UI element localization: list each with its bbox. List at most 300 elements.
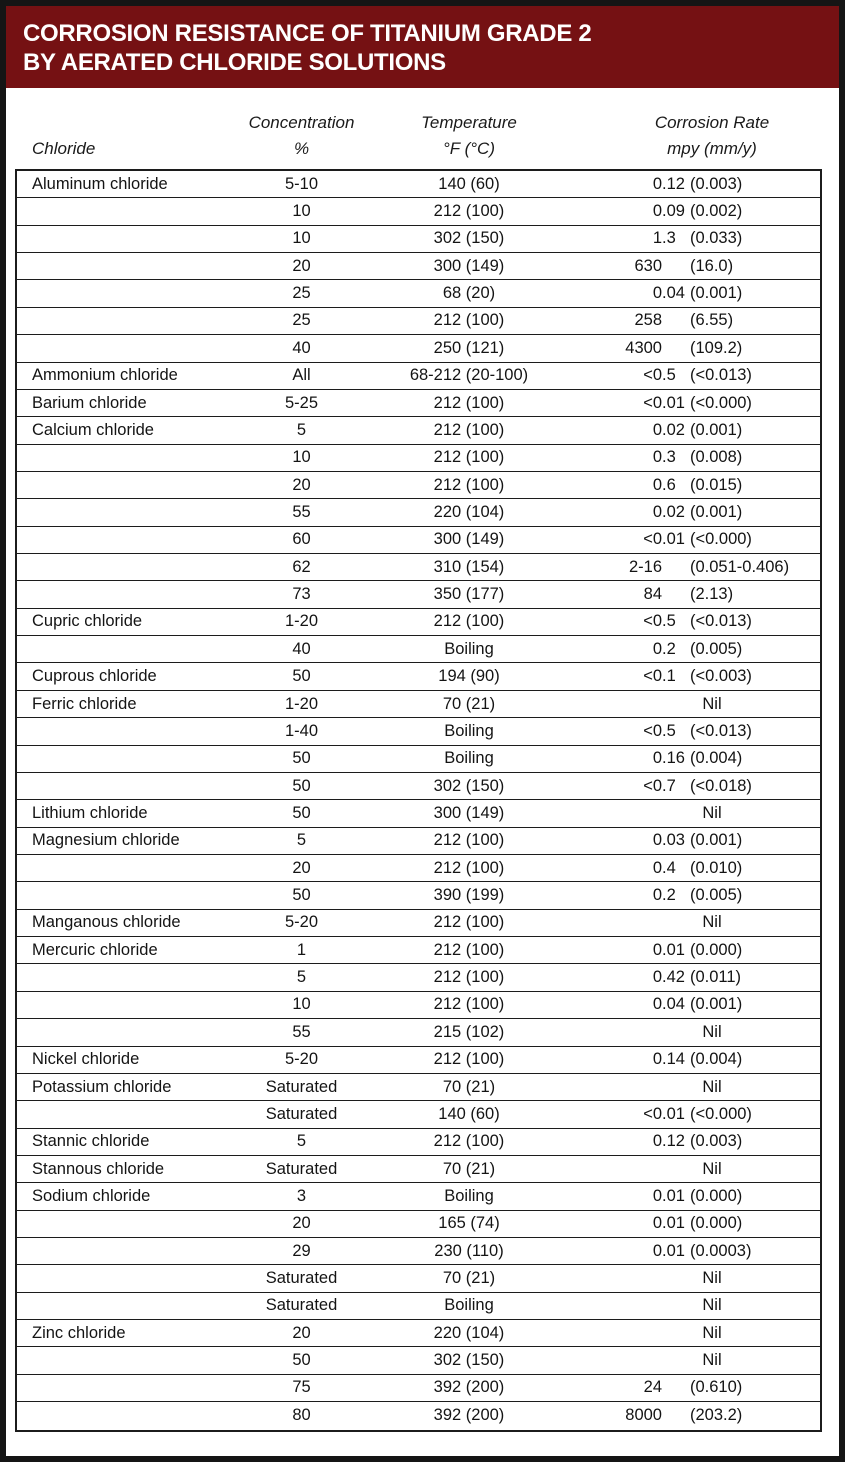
corrosion-rate-mpy-frac: .02	[662, 502, 685, 521]
corrosion-rate-mpy-frac	[662, 339, 690, 358]
temperature-cell: 212 (100)	[433, 475, 505, 494]
corrosion-rate-cell	[564, 886, 820, 905]
corrosion-rate-mpy-frac: .6	[662, 475, 676, 494]
corrosion-rate-cell	[564, 1296, 820, 1315]
concentration-cell: 1-20	[284, 694, 319, 713]
corrosion-rate-cell	[564, 859, 820, 878]
corrosion-rate-cell	[564, 448, 820, 467]
corrosion-rate-mpy-frac	[662, 1378, 690, 1397]
corrosion-rate-mpy-frac: .01	[662, 1241, 685, 1260]
temperature-cell: 250 (121)	[433, 338, 505, 357]
temperature-cell: 310 (154)	[433, 557, 505, 576]
table-row	[17, 472, 820, 499]
corrosion-rate-mpy-int: 0	[652, 1050, 662, 1069]
corrosion-rate-cell	[564, 175, 820, 194]
table-row	[17, 253, 820, 280]
concentration-cell: 25	[292, 284, 311, 303]
corrosion-rate-cell	[564, 1214, 820, 1233]
corrosion-rate-mpy-frac	[662, 585, 690, 604]
corrosion-rate-cell	[564, 612, 820, 631]
temperature-cell: 212 (100)	[433, 612, 505, 631]
corrosion-rate-nil: Nil	[702, 1296, 722, 1315]
concentration-cell: 20	[292, 1323, 311, 1342]
temperature-cell: 70 (21)	[442, 1077, 496, 1096]
corrosion-rate-mpy-frac	[662, 257, 690, 276]
table-row	[17, 882, 820, 909]
column-header-concentration	[229, 110, 374, 162]
table-row	[17, 746, 820, 773]
concentration-cell: 50	[292, 667, 311, 686]
corrosion-rate-nil: Nil	[702, 1022, 722, 1041]
temperature-cell: 350 (177)	[433, 585, 505, 604]
table-column-headers	[17, 110, 822, 162]
concentration-cell: 55	[292, 1022, 311, 1041]
corrosion-rate-cell	[564, 1406, 820, 1425]
concentration-cell: 80	[292, 1406, 311, 1425]
corrosion-rate-cell	[564, 585, 820, 604]
corrosion-rate-mpy-int: <0	[643, 776, 662, 795]
column-header-corrosion-rate	[564, 110, 820, 162]
column-header-concentration-label: Concentration	[248, 113, 355, 132]
concentration-cell: 25	[292, 311, 311, 330]
table-row	[17, 527, 820, 554]
concentration-cell: Saturated	[265, 1269, 338, 1288]
corrosion-rate-cell	[564, 1269, 820, 1288]
corrosion-rate-mmy: (0.610)	[690, 1378, 743, 1397]
temperature-cell: 212 (100)	[433, 858, 505, 877]
corrosion-rate-mmy: (<0.018)	[690, 776, 752, 795]
corrosion-rate-cell	[564, 913, 820, 932]
table-row	[17, 691, 820, 718]
table-row	[17, 1320, 820, 1347]
temperature-cell: Boiling	[444, 1296, 494, 1315]
concentration-cell: 10	[292, 202, 311, 221]
concentration-cell: 40	[292, 338, 311, 357]
corrosion-rate-nil: Nil	[702, 1323, 722, 1342]
table-row	[17, 663, 820, 690]
concentration-cell: 62	[292, 557, 311, 576]
corrosion-rate-mpy-int: 0	[652, 502, 662, 521]
chloride-cell: Ferric chloride	[32, 694, 137, 713]
concentration-cell: 10	[292, 448, 311, 467]
temperature-cell: 194 (90)	[438, 667, 500, 686]
corrosion-rate-mpy-frac: .09	[662, 202, 685, 221]
corrosion-rate-mpy-int: 0	[652, 940, 662, 959]
corrosion-rate-mpy-int: <0	[643, 530, 662, 549]
corrosion-rate-mmy: (0.000)	[690, 940, 743, 959]
table-row	[17, 417, 820, 444]
table-row	[17, 1375, 820, 1402]
concentration-cell: 73	[292, 585, 311, 604]
corrosion-rate-mpy-int: 0	[652, 886, 662, 905]
corrosion-rate-mmy: (203.2)	[690, 1406, 743, 1425]
concentration-cell: 3	[296, 1186, 307, 1205]
temperature-cell: 212 (100)	[433, 202, 505, 221]
corrosion-data-table	[15, 169, 822, 1432]
corrosion-rate-mpy-frac: .01	[662, 1104, 685, 1123]
corrosion-rate-mpy-int: 8000	[625, 1406, 662, 1425]
chloride-cell: Aluminum chloride	[32, 174, 168, 193]
temperature-cell: 300 (149)	[433, 530, 505, 549]
corrosion-rate-mpy-int: 0	[652, 1241, 662, 1260]
chloride-cell: Calcium chloride	[32, 420, 154, 439]
table-row	[17, 636, 820, 663]
corrosion-rate-cell	[564, 995, 820, 1014]
column-header-temperature-unit: °F (°C)	[443, 139, 495, 158]
corrosion-rate-mpy-frac: .4	[662, 858, 676, 877]
corrosion-rate-mpy-int: 0	[652, 1132, 662, 1151]
corrosion-rate-cell	[564, 311, 820, 330]
chloride-cell: Barium chloride	[32, 393, 147, 412]
corrosion-rate-cell	[564, 1050, 820, 1069]
temperature-cell: 392 (200)	[433, 1378, 505, 1397]
corrosion-rate-nil: Nil	[702, 694, 722, 713]
temperature-cell: 212 (100)	[433, 968, 505, 987]
corrosion-rate-mpy-frac: .5	[662, 721, 676, 740]
corrosion-rate-cell	[564, 284, 820, 303]
corrosion-rate-mpy-frac: .03	[662, 831, 685, 850]
corrosion-rate-cell	[564, 941, 820, 960]
corrosion-rate-mpy-frac: .1	[662, 667, 676, 686]
temperature-cell: Boiling	[444, 749, 494, 768]
corrosion-rate-mpy-int: 0	[652, 475, 662, 494]
corrosion-rate-cell	[564, 1242, 820, 1261]
concentration-cell: 5	[296, 831, 307, 850]
concentration-cell: 10	[292, 995, 311, 1014]
concentration-cell: 5-20	[284, 1050, 319, 1069]
page-title-line-1: CORROSION RESISTANCE OF TITANIUM GRADE 2	[23, 20, 592, 47]
corrosion-rate-cell	[564, 1187, 820, 1206]
corrosion-rate-mpy-int: 0	[652, 284, 662, 303]
table-row	[17, 800, 820, 827]
corrosion-rate-mmy: (0.004)	[690, 749, 743, 768]
concentration-cell: 50	[292, 803, 311, 822]
corrosion-rate-nil: Nil	[702, 1077, 722, 1096]
corrosion-rate-mmy: (0.010)	[690, 858, 743, 877]
table-row	[17, 1156, 820, 1183]
chloride-cell: Magnesium chloride	[32, 831, 180, 850]
table-row	[17, 363, 820, 390]
chloride-cell: Potassium chloride	[32, 1077, 172, 1096]
temperature-cell: 390 (199)	[433, 886, 505, 905]
column-header-temperature-label: Temperature	[421, 113, 517, 132]
temperature-cell: 392 (200)	[433, 1406, 505, 1425]
corrosion-rate-cell	[564, 749, 820, 768]
corrosion-rate-mmy: (0.001)	[690, 995, 743, 1014]
corrosion-rate-mpy-int: 24	[643, 1378, 662, 1397]
corrosion-rate-mpy-int: 0	[652, 1186, 662, 1205]
concentration-cell: 20	[292, 475, 311, 494]
corrosion-rate-cell	[564, 1132, 820, 1151]
temperature-cell: 300 (149)	[433, 803, 505, 822]
concentration-cell: 20	[292, 1214, 311, 1233]
concentration-cell: All	[292, 366, 311, 385]
corrosion-rate-cell	[564, 202, 820, 221]
corrosion-rate-mpy-int: 4300	[625, 338, 662, 357]
chloride-cell: Sodium chloride	[32, 1186, 151, 1205]
corrosion-rate-mmy: (0.003)	[690, 1132, 743, 1151]
corrosion-rate-mmy: (0.008)	[690, 448, 743, 467]
corrosion-rate-mmy: (0.003)	[690, 174, 743, 193]
chloride-cell: Ammonium chloride	[32, 366, 178, 385]
corrosion-rate-cell	[564, 1023, 820, 1042]
temperature-cell: 140 (60)	[438, 174, 500, 193]
concentration-cell: Saturated	[265, 1077, 338, 1096]
corrosion-rate-cell	[564, 394, 820, 413]
temperature-cell: 212 (100)	[433, 1132, 505, 1151]
corrosion-rate-mpy-int: 0	[652, 174, 662, 193]
corrosion-rate-cell	[564, 229, 820, 248]
table-row	[17, 910, 820, 937]
corrosion-rate-mmy: (0.002)	[690, 202, 743, 221]
temperature-cell: 302 (150)	[433, 229, 505, 248]
concentration-cell: 29	[292, 1241, 311, 1260]
corrosion-rate-mpy-frac: .5	[662, 366, 676, 385]
corrosion-rate-mmy: (16.0)	[690, 256, 734, 275]
corrosion-rate-mpy-frac: .12	[662, 174, 685, 193]
corrosion-rate-cell	[564, 722, 820, 741]
concentration-cell: 50	[292, 776, 311, 795]
column-header-corrosion-rate-label: Corrosion Rate	[654, 113, 770, 132]
corrosion-rate-mpy-int: 630	[634, 256, 662, 275]
corrosion-rate-mpy-frac: .04	[662, 284, 685, 303]
corrosion-rate-mpy-frac	[662, 311, 690, 330]
chloride-cell: Cuprous chloride	[32, 667, 157, 686]
temperature-cell: 220 (104)	[433, 502, 505, 521]
column-header-chloride-label: Chloride	[32, 139, 96, 158]
corrosion-rate-mmy: (<0.000)	[690, 1104, 752, 1123]
concentration-cell: 5-10	[284, 174, 319, 193]
chloride-cell: Zinc chloride	[32, 1323, 126, 1342]
corrosion-rate-cell	[564, 366, 820, 385]
chloride-cell: Stannic chloride	[32, 1132, 150, 1151]
corrosion-rate-mmy: (<0.000)	[690, 530, 752, 549]
corrosion-rate-mpy-frac: .12	[662, 1132, 685, 1151]
temperature-cell: Boiling	[444, 1186, 494, 1205]
corrosion-rate-mpy-int: 84	[643, 585, 662, 604]
corrosion-rate-nil: Nil	[702, 1351, 722, 1370]
table-row	[17, 992, 820, 1019]
corrosion-rate-mpy-int: <0	[643, 612, 662, 631]
table-row	[17, 1211, 820, 1238]
corrosion-rate-mpy-int: 2-16	[628, 557, 662, 576]
corrosion-rate-mpy-int: 0	[652, 831, 662, 850]
corrosion-rate-mmy: (0.0003)	[690, 1241, 752, 1260]
corrosion-rate-mpy-int: <0	[643, 1104, 662, 1123]
temperature-cell: 140 (60)	[438, 1104, 500, 1123]
temperature-cell: 70 (21)	[442, 1269, 496, 1288]
corrosion-rate-cell	[564, 476, 820, 495]
corrosion-rate-mmy: (6.55)	[690, 311, 734, 330]
concentration-cell: 1	[296, 940, 307, 959]
temperature-cell: 212 (100)	[433, 311, 505, 330]
table-row	[17, 581, 820, 608]
concentration-cell: 75	[292, 1378, 311, 1397]
corrosion-rate-mpy-frac: .2	[662, 639, 676, 658]
corrosion-rate-mpy-int: 0	[652, 202, 662, 221]
table-row	[17, 1238, 820, 1265]
corrosion-rate-mmy: (0.004)	[690, 1050, 743, 1069]
corrosion-rate-mpy-int: 1	[652, 229, 662, 248]
corrosion-rate-cell	[564, 1324, 820, 1343]
concentration-cell: 5	[296, 968, 307, 987]
corrosion-rate-cell	[564, 1160, 820, 1179]
corrosion-rate-mpy-int: 0	[652, 749, 662, 768]
table-row	[17, 1074, 820, 1101]
concentration-cell: 5	[296, 420, 307, 439]
concentration-cell: 50	[292, 749, 311, 768]
corrosion-rate-mpy-int: 0	[652, 858, 662, 877]
corrosion-rate-mmy: (0.015)	[690, 475, 743, 494]
corrosion-rate-mmy: (0.051-0.406)	[690, 557, 790, 576]
column-header-corrosion-rate-unit: mpy (mm/y)	[667, 139, 757, 158]
temperature-cell: 212 (100)	[433, 995, 505, 1014]
corrosion-rate-mpy-int: 0	[652, 968, 662, 987]
corrosion-rate-mpy-frac: .01	[662, 530, 685, 549]
concentration-cell: 1-20	[284, 612, 319, 631]
corrosion-rate-mpy-frac: .3	[662, 229, 676, 248]
table-row	[17, 855, 820, 882]
corrosion-rate-mmy: (0.001)	[690, 831, 743, 850]
corrosion-rate-mmy: (0.001)	[690, 502, 743, 521]
corrosion-rate-cell	[564, 257, 820, 276]
table-row	[17, 718, 820, 745]
concentration-cell: Saturated	[265, 1104, 338, 1123]
corrosion-rate-mmy: (<0.003)	[690, 667, 752, 686]
corrosion-rate-mpy-frac: .01	[662, 393, 685, 412]
corrosion-rate-mpy-int: 0	[652, 420, 662, 439]
temperature-cell: 212 (100)	[433, 913, 505, 932]
corrosion-rate-cell	[564, 503, 820, 522]
temperature-cell: 302 (150)	[433, 1351, 505, 1370]
corrosion-rate-cell	[564, 530, 820, 549]
concentration-cell: 50	[292, 886, 311, 905]
corrosion-rate-mmy: (2.13)	[690, 585, 734, 604]
corrosion-rate-cell	[564, 831, 820, 850]
temperature-cell: 215 (102)	[433, 1022, 505, 1041]
corrosion-rate-cell	[564, 968, 820, 987]
corrosion-rate-mmy: (<0.013)	[690, 366, 752, 385]
corrosion-rate-cell	[564, 1105, 820, 1124]
concentration-cell: 1-40	[284, 721, 319, 740]
corrosion-rate-cell	[564, 1378, 820, 1397]
corrosion-rate-cell	[564, 667, 820, 686]
chloride-cell: Mercuric chloride	[32, 940, 158, 959]
table-row	[17, 964, 820, 991]
corrosion-rate-mpy-frac	[662, 1406, 690, 1425]
corrosion-rate-mmy: (0.005)	[690, 886, 743, 905]
concentration-cell: 20	[292, 858, 311, 877]
concentration-cell: Saturated	[265, 1159, 338, 1178]
corrosion-rate-mpy-int: 0	[652, 1214, 662, 1233]
column-header-chloride	[17, 136, 229, 162]
corrosion-rate-mpy-frac: .01	[662, 1186, 685, 1205]
temperature-cell: 302 (150)	[433, 776, 505, 795]
table-row	[17, 1129, 820, 1156]
concentration-cell: 5	[296, 1132, 307, 1151]
table-row	[17, 335, 820, 362]
concentration-cell: 5-25	[284, 393, 319, 412]
table-row	[17, 609, 820, 636]
table-row	[17, 828, 820, 855]
corrosion-rate-mmy: (0.000)	[690, 1214, 743, 1233]
page-title-line-2: BY AERATED CHLORIDE SOLUTIONS	[23, 49, 446, 76]
corrosion-rate-mpy-int: <0	[643, 366, 662, 385]
corrosion-rate-mpy-frac: .3	[662, 448, 676, 467]
concentration-cell: 55	[292, 502, 311, 521]
concentration-cell: 60	[292, 530, 311, 549]
temperature-cell: 70 (21)	[442, 1159, 496, 1178]
temperature-cell: Boiling	[444, 721, 494, 740]
temperature-cell: 165 (74)	[438, 1214, 500, 1233]
corrosion-rate-mpy-frac: .01	[662, 940, 685, 959]
table-row	[17, 445, 820, 472]
table-row	[17, 1183, 820, 1210]
temperature-cell: 212 (100)	[433, 940, 505, 959]
table-row	[17, 308, 820, 335]
temperature-cell: 230 (110)	[434, 1241, 504, 1260]
corrosion-rate-mpy-frac: .01	[662, 1214, 685, 1233]
corrosion-rate-cell	[564, 777, 820, 796]
temperature-cell: 212 (100)	[433, 831, 505, 850]
concentration-cell: 5-20	[284, 913, 319, 932]
table-row	[17, 171, 820, 198]
table-row	[17, 773, 820, 800]
corrosion-rate-nil: Nil	[702, 913, 722, 932]
table-row	[17, 226, 820, 253]
corrosion-rate-cell	[564, 1078, 820, 1097]
temperature-cell: 70 (21)	[442, 694, 496, 713]
temperature-cell: 212 (100)	[433, 420, 505, 439]
chloride-cell: Cupric chloride	[32, 612, 143, 631]
corrosion-rate-nil: Nil	[702, 1269, 722, 1288]
corrosion-rate-mpy-frac: .2	[662, 886, 676, 905]
corrosion-rate-cell	[564, 558, 820, 577]
corrosion-rate-mpy-int: 258	[634, 311, 662, 330]
chloride-cell: Stannous chloride	[32, 1159, 165, 1178]
table-row	[17, 280, 820, 307]
table-row	[17, 1101, 820, 1128]
corrosion-rate-mpy-frac: .7	[662, 776, 676, 795]
concentration-cell: 20	[292, 256, 311, 275]
temperature-cell: 212 (100)	[433, 393, 505, 412]
table-row	[17, 554, 820, 581]
corrosion-rate-mpy-frac: .02	[662, 420, 685, 439]
corrosion-rate-mpy-frac: .14	[662, 1050, 685, 1069]
corrosion-rate-cell	[564, 421, 820, 440]
corrosion-rate-mmy: (0.005)	[690, 639, 743, 658]
corrosion-rate-mpy-int: 0	[652, 639, 662, 658]
corrosion-rate-mpy-frac: .42	[662, 968, 685, 987]
corrosion-rate-cell	[564, 695, 820, 714]
corrosion-rate-mmy: (0.033)	[690, 229, 743, 248]
title-banner	[6, 6, 839, 88]
table-row	[17, 1402, 820, 1429]
table-row	[17, 499, 820, 526]
corrosion-rate-mpy-int: <0	[643, 667, 662, 686]
concentration-cell: Saturated	[265, 1296, 338, 1315]
table-row	[17, 1347, 820, 1374]
chloride-cell: Lithium chloride	[32, 803, 148, 822]
chloride-cell: Manganous chloride	[32, 913, 181, 932]
table-row	[17, 1019, 820, 1046]
column-header-temperature	[374, 110, 564, 162]
temperature-cell: 212 (100)	[433, 448, 505, 467]
concentration-cell: 10	[292, 229, 311, 248]
temperature-cell: 300 (149)	[433, 256, 505, 275]
corrosion-rate-mmy: (0.000)	[690, 1186, 743, 1205]
corrosion-rate-mpy-int: 0	[652, 995, 662, 1014]
